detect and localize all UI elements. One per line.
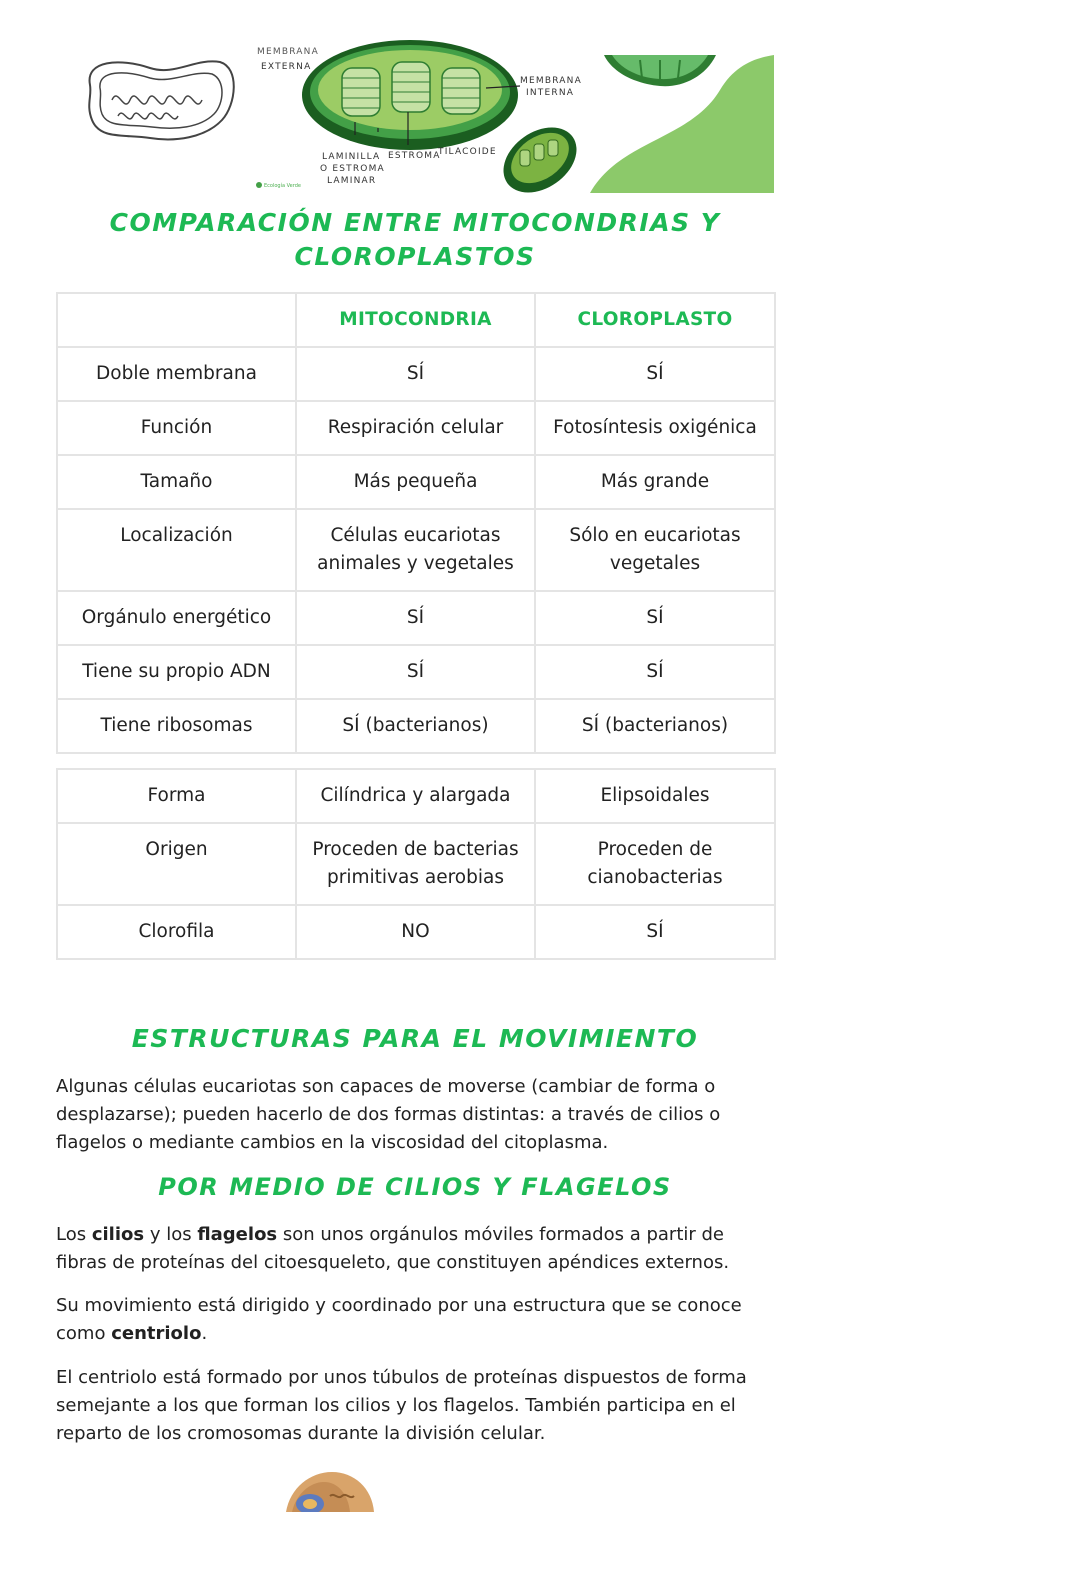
label-estroma: ESTROMA xyxy=(388,151,441,161)
cilia-subtitle: POR MEDIO DE CILIOS Y FLAGELOS xyxy=(158,1173,672,1201)
feature-cell: Forma xyxy=(57,769,296,823)
mito-cell: NO xyxy=(296,905,535,959)
mito-cell: SÍ (bacterianos) xyxy=(296,699,535,753)
text-run: son unos orgánulos móviles formados a partir de fibras de proteínas del citoesqueleto, que constituyen apéndices externos. xyxy=(56,1224,730,1273)
table-row xyxy=(57,699,775,753)
label-tilacoide: TILACOIDE xyxy=(438,147,497,157)
label-laminilla-3: LAMINAR xyxy=(327,176,377,186)
mito-cell: Cilíndrica y alargada xyxy=(296,769,535,823)
mito-cell: Células eucariotas animales y vegetales xyxy=(296,509,535,591)
feature-cell: Tiene su propio ADN xyxy=(57,645,296,699)
text-run: y los xyxy=(144,1224,198,1245)
comparison-title xyxy=(40,206,790,274)
header-cell-empty xyxy=(57,293,296,347)
table-row xyxy=(57,769,775,823)
mito-cell: SÍ xyxy=(296,591,535,645)
centriolo-paragraph xyxy=(56,1292,776,1348)
feature-cell: Localización xyxy=(57,509,296,591)
label-membrana-externa-top: MEMBRANA xyxy=(257,47,319,57)
table-header-row xyxy=(57,293,775,347)
table-row xyxy=(57,591,775,645)
cloro-cell: SÍ xyxy=(535,591,775,645)
mito-cell: Proceden de bacterias primitivas aerobias xyxy=(296,823,535,905)
mitochondria-sketch xyxy=(89,61,234,139)
text-run: Su movimiento está dirigido y coordinado por una estructura que se conoce como xyxy=(56,1295,742,1344)
table-row xyxy=(57,905,775,959)
label-membrana-interna-2: INTERNA xyxy=(526,88,575,98)
cloro-cell: SÍ xyxy=(535,905,775,959)
cloro-cell: Más grande xyxy=(535,455,775,509)
cloro-cell: Sólo en eucariotas vegetales xyxy=(535,509,775,591)
feature-cell: Tiene ribosomas xyxy=(57,699,296,753)
cloro-cell: Proceden de cianobacterias xyxy=(535,823,775,905)
cloro-cell: SÍ xyxy=(535,645,775,699)
term-centriolo: centriolo xyxy=(111,1323,202,1344)
table-row xyxy=(57,347,775,401)
label-membrana-interna-1: MEMBRANA xyxy=(520,76,582,86)
table-row xyxy=(57,455,775,509)
label-laminilla-2: O ESTROMA xyxy=(320,164,385,174)
cloro-cell: Elipsoidales xyxy=(535,769,775,823)
text-run: . xyxy=(201,1323,208,1344)
mito-cell: Respiración celular xyxy=(296,401,535,455)
feature-cell: Función xyxy=(57,401,296,455)
movement-intro: Algunas células eucariotas son capaces de moverse (cambiar de forma o desplazarse); pueden hacerlo de dos formas distintas: a través de cilios o flagelos o mediante cambios en la viscosidad del citoplasma. xyxy=(56,1076,721,1153)
centriolo-description: El centriolo está formado por unos túbulos de proteínas dispuestos de forma semejante a los que forman los cilios y los flagelos. También participa en el reparto de los cromosomas durante la división celular. xyxy=(56,1367,747,1444)
header-illustration xyxy=(0,0,1080,200)
mito-cell: SÍ xyxy=(296,645,535,699)
cloro-cell: Fotosíntesis oxigénica xyxy=(535,401,775,455)
header-cell-cloroplasto: CLOROPLASTO xyxy=(535,293,775,347)
table-row xyxy=(57,509,775,591)
feature-cell: Origen xyxy=(57,823,296,905)
label-laminilla-1: LAMINILLA xyxy=(322,152,381,162)
organelle-illustration xyxy=(0,0,1080,200)
term-flagelos: flagelos xyxy=(197,1224,278,1245)
text-run: Los xyxy=(56,1224,92,1245)
movement-title: ESTRUCTURAS PARA EL MOVIMIENTO xyxy=(131,1024,699,1053)
comparison-title-line1: COMPARACIÓN ENTRE MITOCONDRIAS Y xyxy=(109,208,721,237)
mito-cell: SÍ xyxy=(296,347,535,401)
comparison-table-main xyxy=(56,292,776,754)
small-chloroplast xyxy=(491,114,589,200)
table-row xyxy=(57,645,775,699)
feature-cell: Tamaño xyxy=(57,455,296,509)
cell-illustration-fragment xyxy=(284,1468,378,1512)
table-row xyxy=(57,401,775,455)
cloro-cell: SÍ xyxy=(535,347,775,401)
chloroplast-cross-section xyxy=(302,40,520,150)
comparison-table-secondary xyxy=(56,768,776,960)
table-row xyxy=(57,823,775,905)
comparison-title-line2: CLOROPLASTOS xyxy=(294,242,536,271)
feature-cell: Orgánulo energético xyxy=(57,591,296,645)
cloro-cell: SÍ (bacterianos) xyxy=(535,699,775,753)
feature-cell: Doble membrana xyxy=(57,347,296,401)
brand-logo: Ecología Verde xyxy=(264,183,301,189)
label-membrana-externa: EXTERNA xyxy=(261,62,312,72)
mito-cell: Más pequeña xyxy=(296,455,535,509)
cilia-paragraph xyxy=(56,1221,776,1277)
header-cell-mitocondria: MITOCONDRIA xyxy=(296,293,535,347)
term-cilios: cilios xyxy=(91,1224,145,1245)
feature-cell: Clorofila xyxy=(57,905,296,959)
